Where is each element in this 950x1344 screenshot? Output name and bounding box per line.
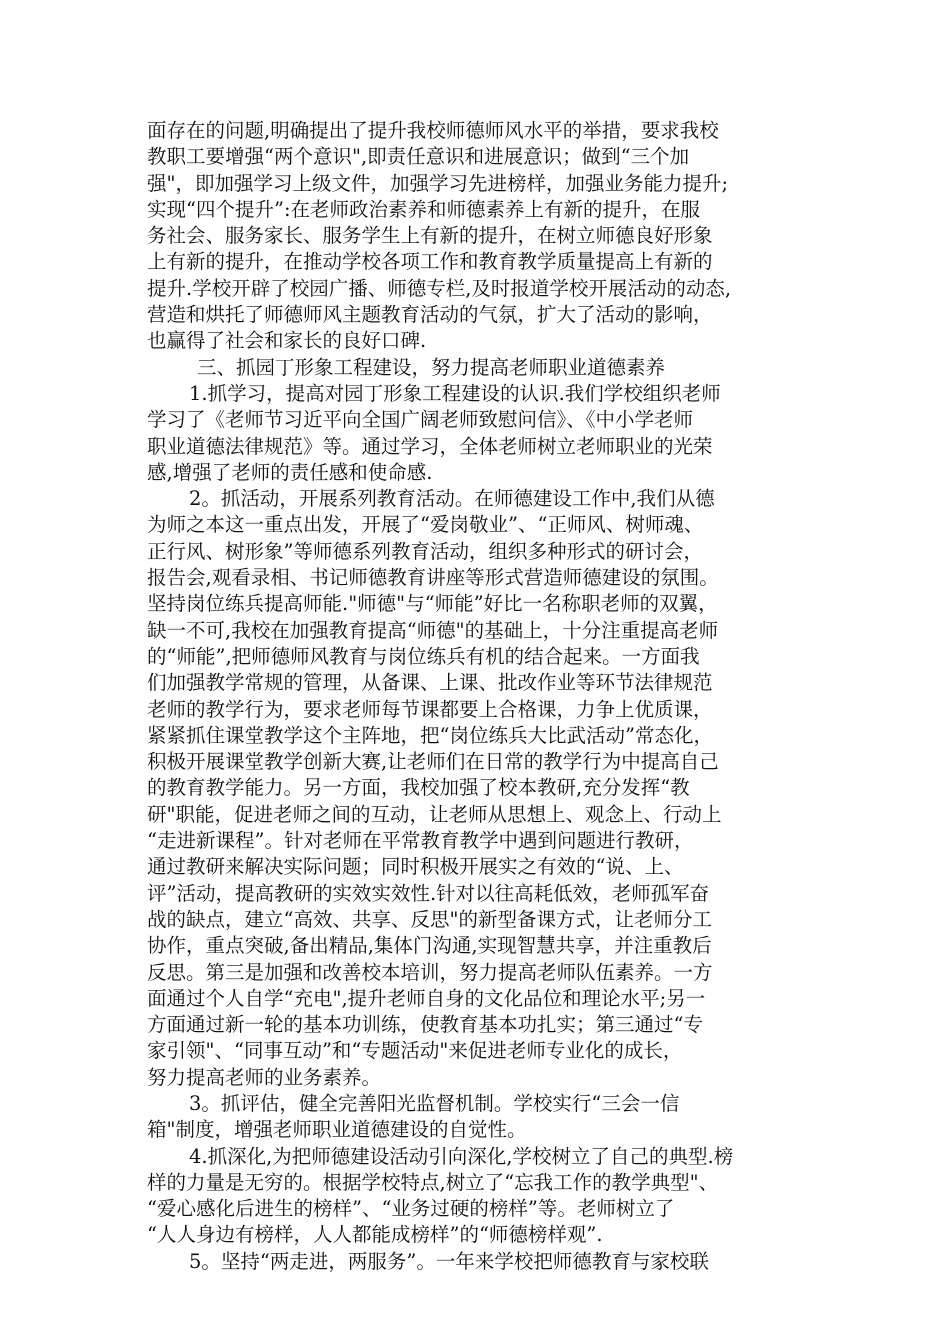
body-line: 感,增强了老师的责任感和使命感.: [147, 460, 433, 484]
body-line: 教职工要增强“两个意识",即责任意识和进展意识；做到“三个加: [147, 145, 690, 169]
body-line: 报告会,观看录相、书记师德教育讲座等形式营造师德建设的氛围。: [147, 566, 719, 590]
body-line: 方面通过新一轮的基本功训练，使教育基本功扎实；第三通过“专: [147, 1013, 703, 1037]
body-line: 老师的教学行为，要求老师每节课都要上合格课，力争上优质课，: [147, 697, 713, 721]
body-line: 反思。第三是加强和改善校本培训，努力提高老师队伍素养。一方: [147, 960, 713, 984]
body-line: 强"，即加强学习上级文件，加强学习先进榜样，加强业务能力提升;: [147, 171, 729, 195]
body-line: 研"职能，促进老师之间的互动，让老师从思想上、观念上、行动上: [147, 802, 722, 826]
body-line: 职业道德法律规范》等。通过学习，全体老师树立老师职业的光荣: [147, 434, 713, 458]
body-line: 面存在的问题,明确提出了提升我校师德师风水平的举措，要求我校: [147, 119, 719, 142]
body-line: 的教育教学能力。另一方面，我校加强了校本教研,充分发挥“教: [147, 776, 690, 800]
body-line: “爱心感化后进生的榜样”、“业务过硬的榜样”等。老师树立了: [147, 1197, 675, 1221]
body-line: 积极开展课堂教学创新大赛,让老师们在日常的教学行为中提高自己: [147, 750, 719, 774]
body-line: 的“师能”,把师德师风教育与岗位练兵有机的结合起来。一方面我: [147, 644, 700, 668]
body-line: 家引领"、“同事互动”和“专题活动"来促进老师专业化的成长，: [147, 1039, 683, 1063]
body-line: 为师之本这一重点出发，开展了“爱岗敬业”、“正师风、树师魂、: [147, 513, 704, 537]
paragraph-first-line: 4.抓深化,为把师德建设活动引向深化,学校树立了自己的典型.榜: [189, 1144, 734, 1168]
body-line: “人人身边有榜样，人人都能成榜样”的“师德榜样观”.: [147, 1223, 603, 1247]
paragraph-first-line: 5。坚持“两走进，两服务”。一年来学校把师德教育与家校联: [189, 1249, 709, 1273]
body-line: 紧紧抓住课堂教学这个主阵地，把“岗位练兵大比武活动”常态化，: [147, 723, 713, 747]
body-line: 坚持岗位练兵提高师能."师德"与“师能”好比一名称职老师的双翼，: [147, 592, 718, 616]
body-line: “走进新课程”。针对老师在平常教育教学中遇到问题进行教研，: [147, 829, 694, 853]
section-heading: 三、抓园丁形象工程建设，努力提高老师职业道德素养: [197, 355, 666, 379]
body-line: 们加强教学常规的管理，从备课、上课、批改作业等环节法律规范: [147, 671, 713, 695]
body-line: 评”活动，提高教研的实效实效性.针对以往高耗低效，老师孤军奋: [147, 881, 710, 905]
body-line: 也赢得了社会和家长的良好口碑.: [147, 329, 427, 353]
paragraph-first-line: 3。抓评估，健全完善阳光监督机制。学校实行“三会一信: [189, 1091, 680, 1115]
body-line: 通过教研来解决实际问题；同时积极开展实之有效的“说、上、: [147, 855, 684, 879]
body-line: 面通过个人自学“充电",提升老师自身的文化品位和理论水平;另一: [147, 986, 706, 1010]
body-line: 箱"制度，增强老师职业道德建设的自觉性。: [147, 1118, 527, 1142]
body-line: 上有新的提升，在推动学校各项工作和教育教学质量提高上有新的: [147, 250, 713, 274]
document-body: [147, 118, 817, 1275]
body-line: 实现“四个提升”:在老师政治素养和师德素养上有新的提升，在服: [147, 197, 701, 221]
body-line: 学习了《老师节习近平向全国广阔老师致慰问信》、《中小学老师: [147, 408, 694, 432]
paragraph-first-line: 1.抓学习，提高对园丁形象工程建设的认识.我们学校组织老师: [189, 381, 721, 405]
body-line: 营造和烘托了师德师风主题教育活动的气氛，扩大了活动的影响，: [147, 303, 713, 327]
body-line: 努力提高老师的业务素养。: [147, 1065, 382, 1089]
body-line: 正行风、树形象”等师德系列教育活动，组织多种形式的研讨会，: [147, 539, 703, 563]
paragraph-first-line: 2。抓活动，开展系列教育活动。在师德建设工作中,我们从德: [189, 487, 715, 511]
body-line: 战的缺点，建立“高效、共享、反思"的新型备课方式，让老师分工: [147, 907, 712, 931]
body-line: 提升.学校开辟了校园广播、师德专栏,及时报道学校开展活动的动态,: [147, 276, 732, 300]
body-line: 务社会、服务家长、服务学生上有新的提升，在树立师德良好形象: [147, 224, 713, 248]
body-line: 样的力量是无穷的。根据学校特点,树立了“忘我工作的教学典型"、: [147, 1170, 719, 1194]
body-line: 协作，重点突破,备出精品,集体门沟通,实现智慧共享，并注重教后: [147, 934, 712, 958]
body-line: 缺一不可,我校在加强教育提高“师德"的基础上，十分注重提高老师: [147, 618, 719, 642]
